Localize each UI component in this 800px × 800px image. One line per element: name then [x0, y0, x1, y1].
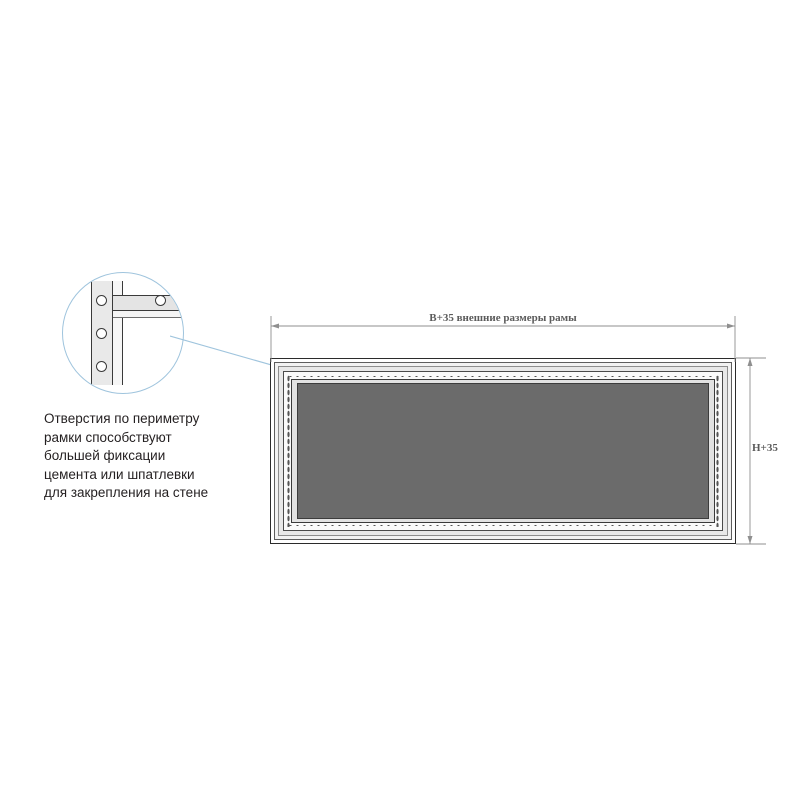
callout-caption	[44, 410, 274, 503]
height-dimension-label: H+35	[752, 442, 778, 454]
perforation-hole-icon	[96, 328, 107, 339]
width-dimension-label: B+35 внешние размеры рамы	[429, 312, 577, 324]
frame-drawing	[270, 358, 736, 544]
perforation-row-top	[287, 375, 719, 378]
caption-line: Отверстия по периметру	[44, 411, 200, 426]
perforation-hole-icon	[96, 361, 107, 372]
perforation-row-bottom	[287, 524, 719, 527]
caption-line: цемента или шпатлевки	[44, 466, 195, 482]
perforation-hole-icon	[96, 295, 107, 306]
perforation-row-right	[716, 375, 719, 527]
caption-line: большей фиксации	[44, 448, 166, 463]
frame-glass-panel	[297, 383, 709, 519]
caption-line: для закрепления на стене	[44, 485, 209, 500]
perforation-hole-icon	[155, 295, 166, 306]
corner-profile-detail	[63, 273, 183, 393]
profile-horizontal-arm-inner	[113, 311, 183, 318]
caption-line: рамки способствуют	[44, 429, 172, 445]
profile-horizontal-arm	[113, 295, 183, 311]
perforation-row-left	[287, 375, 290, 527]
detail-callout-circle	[62, 272, 184, 394]
